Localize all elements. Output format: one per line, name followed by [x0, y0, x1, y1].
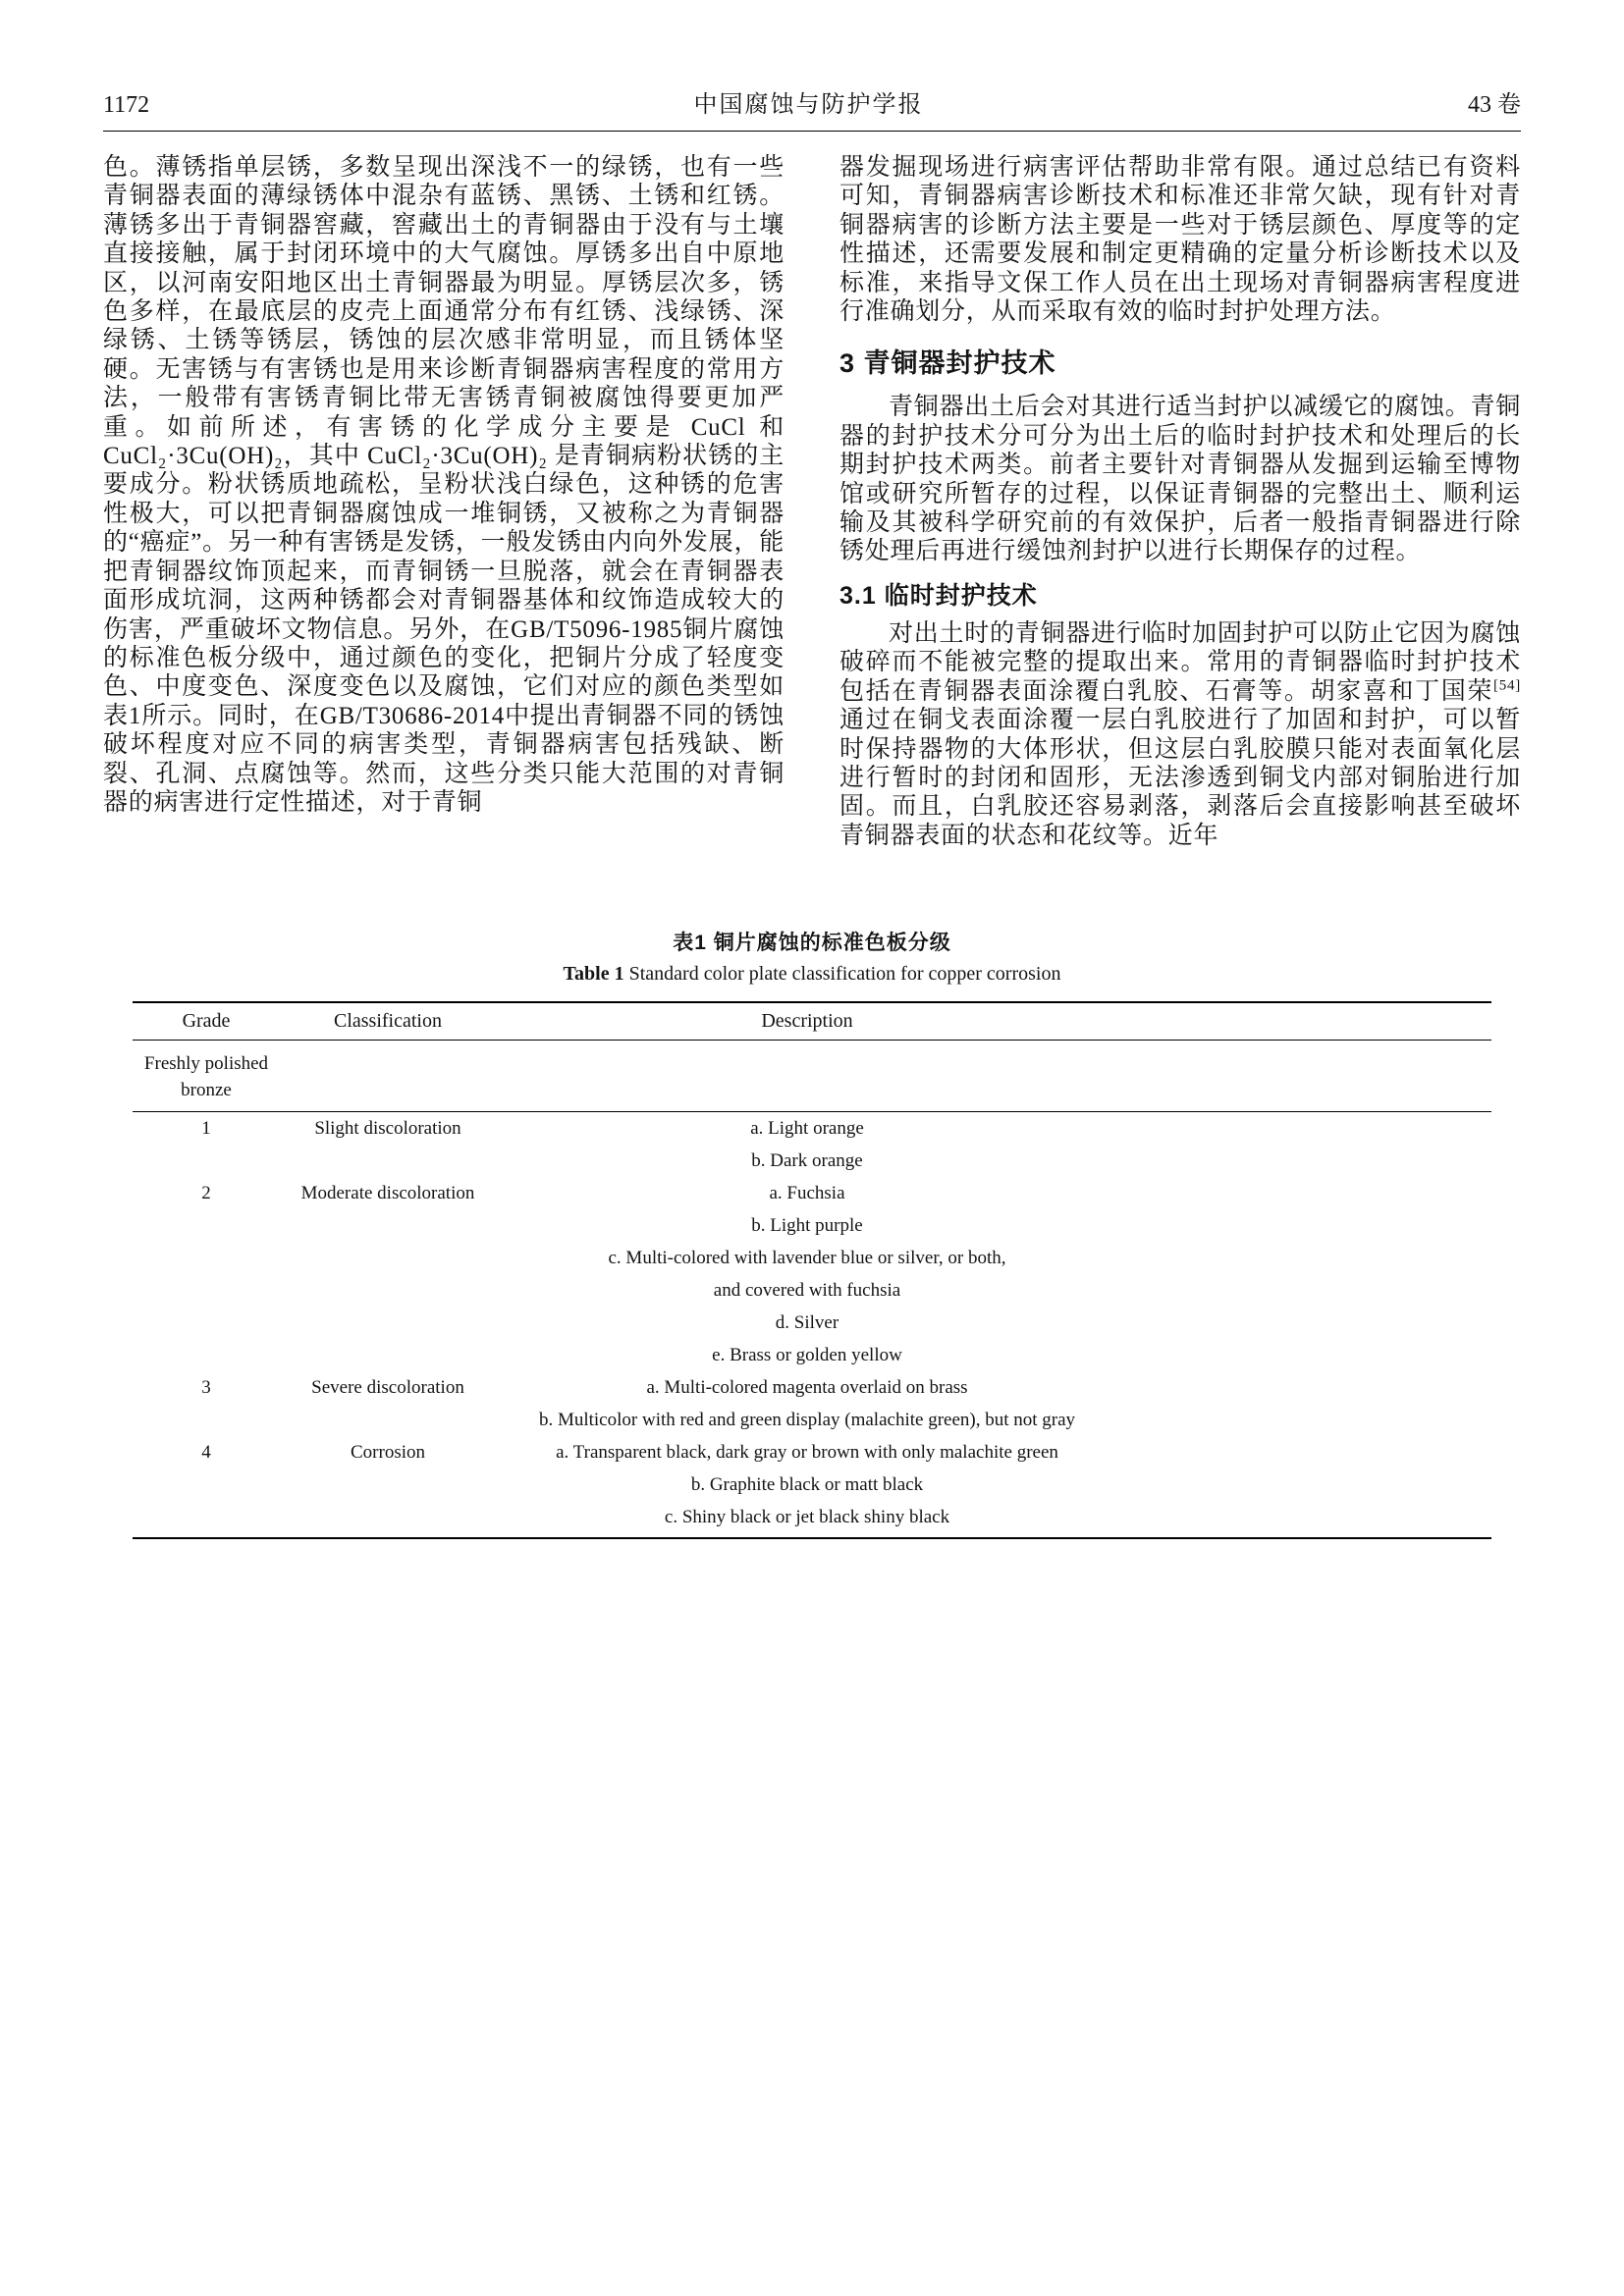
right-column — [839, 153, 1521, 850]
right-column-continuation-paragraph: 器发掘现场进行病害评估帮助非常有限。通过总结已有资料可知，青铜器病害诊断技术和标准还非常欠缺，现有针对青铜器病害的诊断方法主要是一些对于锈层颜色、厚度等的定性描述，还需要发展和制定更精确的定量分析诊断技术以及标准，来指导文保工作人员在出土现场对青铜器病害程度进行准确划分，从而采取有效的临时封护处理方法。 — [839, 154, 1521, 326]
section-3-paragraph: 青铜器出土后会对其进行适当封护以减缓它的腐蚀。青铜器的封护技术分可分为出土后的临时封护技术和处理后的长期封护技术两类。前者主要针对青铜器从发掘到运输至博物馆或研究所暂存的过程，以保证青铜器的完整出土、顺利运输及其被科学研究前的有效保护，后者一般指青铜器进行除锈处理后再进行缓蚀剂封护以进行长期保存的过程。 — [839, 394, 1521, 565]
table-row — [133, 1042, 1491, 1112]
description-line: a. Light orange — [750, 1118, 864, 1139]
description-cell — [496, 1436, 1491, 1533]
grade-cell: 2 — [201, 1183, 211, 1203]
running-head — [103, 84, 1521, 119]
table-row — [133, 1112, 1491, 1177]
table-row — [133, 1436, 1491, 1533]
description-cell — [496, 1177, 1491, 1371]
grade-cell: 4 — [201, 1442, 211, 1463]
classification-cell: Severe discoloration — [311, 1377, 464, 1398]
description-line: d. Silver — [775, 1312, 839, 1333]
table-caption-en-label: Table 1 — [563, 963, 624, 985]
left-column-paragraph: 色。薄锈指单层锈，多数呈现出深浅不一的绿锈，也有一些青铜器表面的薄绿锈体中混杂有蓝锈、黑锈、土锈和红锈。薄锈多出于青铜器窖藏，窖藏出土的青铜器由于没有与土壤直接接触，属于封闭环境中的大气腐蚀。厚锈多出自中原地区，以河南安阳地区出土青铜器最为明显。厚锈层次多，锈色多样，在最底层的皮壳上面通常分布有红锈、浅绿锈、深绿锈、土锈等锈层，锈蚀的层次感非常明显，而且锈体坚硬。无害锈与有害锈也是用来诊断青铜器病害程度的常用方法，一般带有害锈青铜比带无害锈青铜被腐蚀得要更加严重。如前所述，有害锈的化学成分主要是 CuCl 和 CuCl₂·3Cu(OH)₂，其中 CuCl₂·3Cu(OH)₂ 是青铜病粉状锈的主要成分。粉状锈质地疏松，呈粉状浅白绿色，这种锈的危害性极大，可以把青铜器腐蚀成一堆铜锈，又被称之为青铜器的“癌症”。另一种有害锈是发锈，一般发锈由内向外发展，能把青铜器纹饰顶起来，而青铜锈一旦脱落，就会在青铜器表面形成坑洞，这两种锈都会对青铜器基体和纹饰造成较大的伤害，严重破坏文物信息。另外，在GB/T5096-1985铜片腐蚀的标准色板分级中，通过颜色的变化，把铜片分成了轻度变色、中度变色、深度变色以及腐蚀，它们对应的颜色类型如表1所示。同时，在GB/T30686-2014中提出青铜器不同的锈蚀破坏程度对应不同的病害类型，青铜器病害包括残缺、断裂、孔洞、点腐蚀等。然而，这些分类只能大范围的对青铜器的病害进行定性描述，对于青铜 — [103, 154, 785, 816]
grade-cell: 3 — [201, 1377, 211, 1398]
table-caption-cn-text: 铜片腐蚀的标准色板分级 — [713, 932, 951, 954]
description-line: a. Multi-colored magenta overlaid on brass — [646, 1377, 968, 1398]
description-line: b. Multicolor with red and green display (malachite green), but not gray — [538, 1410, 1076, 1430]
grade-cell: Freshly polished bronze — [143, 1053, 269, 1100]
table-header-classification: Classification — [334, 1010, 442, 1032]
classification-cell: Slight discoloration — [314, 1118, 461, 1139]
section-3-1-paragraph: 对出土时的青铜器进行临时加固封护可以防止它因为腐蚀破碎而不能被完整的提取出来。常用的青铜器临时封护技术包括在青铜器表面涂覆白乳胶、石膏等。胡家喜和丁国荣[54]通过在铜戈表面涂覆一层白乳胶进行了加固和封护，可以暂时保持器物的大体形状，但这层白乳胶膜只能对表面氧化层进行暂时的封闭和固形，无法渗透到铜戈内部对铜胎进行加固。而且，白乳胶还容易剥落，剥落后会直接影响甚至破坏青铜器表面的状态和花纹等。近年 — [839, 619, 1521, 849]
color-classification-table — [133, 1001, 1491, 1539]
table-header-grade: Grade — [182, 1010, 231, 1032]
description-line: a. Fuchsia — [769, 1183, 845, 1203]
description-line: a. Transparent black, dark gray or brown with only malachite green — [556, 1442, 1058, 1463]
description-cell — [496, 1371, 1491, 1436]
header-rule — [103, 131, 1521, 132]
classification-cell: Moderate discoloration — [300, 1183, 475, 1203]
description-line: and covered with fuchsia — [713, 1280, 901, 1301]
description-line: e. Brass or golden yellow — [712, 1345, 902, 1365]
volume-label: 43 卷 — [1467, 92, 1521, 118]
description-line: b. Light purple — [751, 1215, 863, 1236]
table-caption-cn — [103, 927, 1521, 956]
journal-title: 中国腐蚀与防护学报 — [693, 92, 924, 118]
table-body — [133, 1041, 1491, 1537]
description-line: b. Dark orange — [751, 1150, 863, 1171]
description-line: c. Multi-colored with lavender blue or silver, or both, — [608, 1248, 1006, 1268]
description-cell — [496, 1112, 1491, 1177]
table-captions — [103, 927, 1521, 986]
table-caption-en — [103, 963, 1521, 986]
body-columns — [103, 153, 1521, 901]
table-header-row — [133, 1003, 1491, 1041]
table-caption-en-text: Standard color plate classification for copper corrosion — [628, 963, 1061, 985]
classification-cell: Corrosion — [351, 1442, 425, 1463]
page-number: 1172 — [103, 92, 150, 118]
table-row — [133, 1371, 1491, 1436]
section-3-1-heading: 3.1 临时封护技术 — [839, 581, 1038, 610]
description-line: c. Shiny black or jet black shiny black — [664, 1507, 950, 1527]
table-row — [133, 1177, 1491, 1371]
section-3-heading: 3 青铜器封护技术 — [839, 348, 1056, 379]
description-line: b. Graphite black or matt black — [690, 1474, 924, 1495]
table-header-description: Description — [761, 1010, 853, 1032]
grade-cell: 1 — [201, 1118, 211, 1139]
table-caption-cn-label: 表1 — [673, 932, 707, 954]
left-column — [103, 153, 785, 817]
